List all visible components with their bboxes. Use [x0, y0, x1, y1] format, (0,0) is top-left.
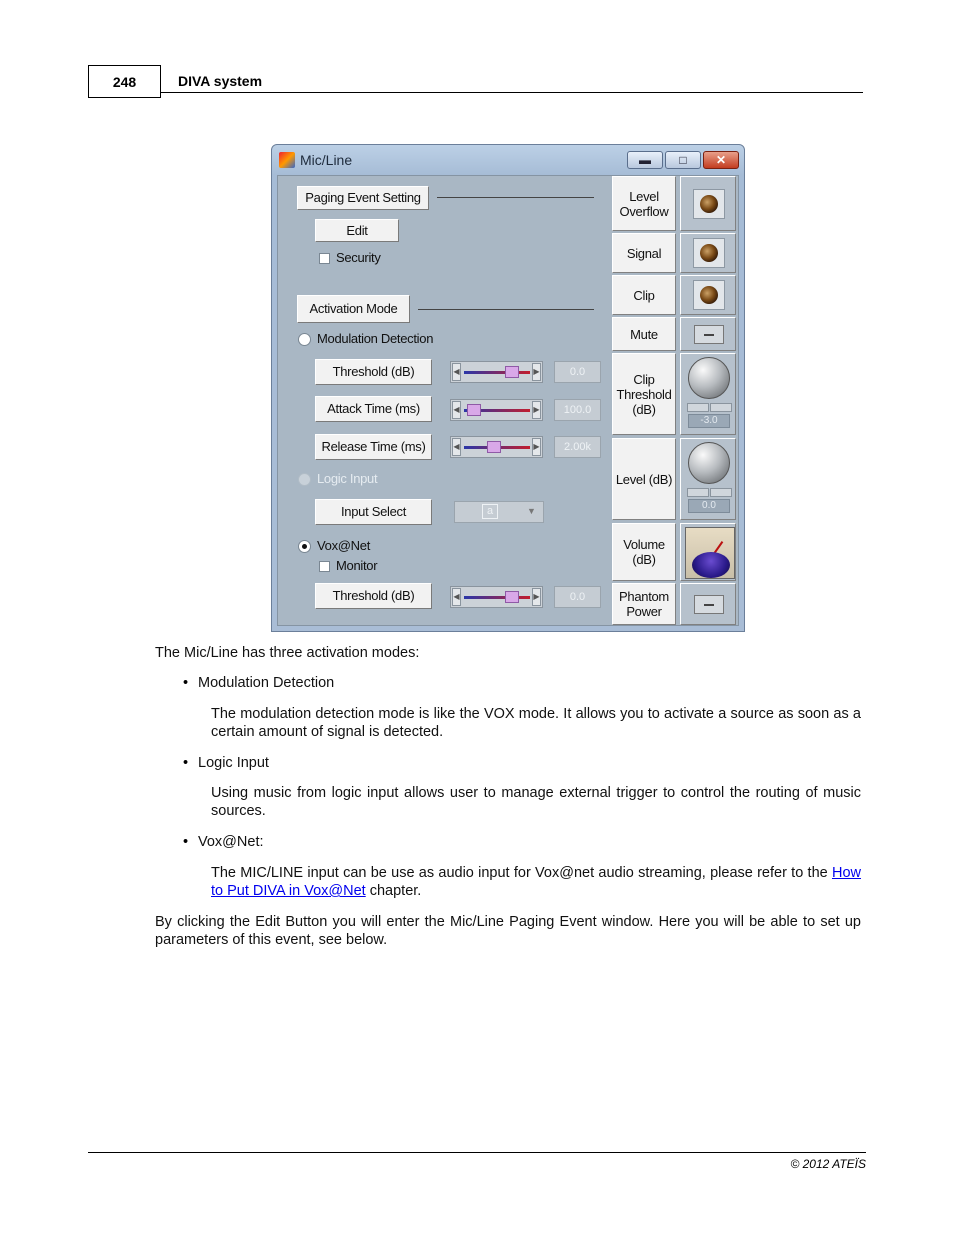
- level-value: 0.0: [688, 499, 730, 513]
- monitor-checkbox[interactable]: [319, 561, 330, 572]
- title-bar[interactable]: [272, 145, 744, 175]
- meter-dial: [692, 552, 730, 578]
- volume-control: [680, 523, 736, 581]
- edit-button[interactable]: Edit: [315, 219, 399, 242]
- slider-track: [464, 371, 530, 374]
- threshold-label: Threshold (dB): [315, 359, 432, 385]
- item-text-before: The MIC/LINE input can be use as audio input for Vox@net audio streaming, please refer to the: [211, 865, 832, 881]
- signal-indicator: [680, 233, 736, 273]
- left-pane: [278, 176, 612, 625]
- attack-time-value: 100.0: [554, 399, 601, 421]
- level-overflow-label: [612, 176, 676, 231]
- item-text: The modulation detection mode is like the VOX mode. It allows you to activate a source as soon as a certain amount of signal is detected.: [211, 706, 861, 740]
- led-well: [693, 280, 725, 310]
- input-select-label: Input Select: [315, 499, 432, 525]
- led-icon: [700, 286, 718, 304]
- intro-text: The Mic/Line has three activation modes:: [155, 645, 420, 661]
- slider-thumb[interactable]: [505, 366, 519, 378]
- slider-left-arrow-icon[interactable]: ◀: [452, 401, 461, 419]
- group-line: [437, 197, 594, 198]
- window-title: Mic/Line: [300, 152, 353, 168]
- led-icon: [700, 244, 718, 262]
- item-text: Using music from logic input allows user to manage external trigger to control the routing of music sources.: [211, 785, 861, 819]
- level-label: Level (dB): [612, 438, 676, 520]
- slider-right-arrow-icon[interactable]: ▶: [532, 363, 541, 381]
- clip-threshold-label: [612, 353, 676, 435]
- minimize-icon: ▬: [639, 153, 651, 167]
- release-time-value: 2.00k: [554, 436, 601, 458]
- phantom-power-toggle[interactable]: [694, 595, 724, 614]
- maximize-icon: □: [679, 153, 687, 167]
- mute-toggle[interactable]: [694, 325, 724, 344]
- release-time-slider[interactable]: [450, 436, 543, 458]
- logic-input-label: Logic Input: [317, 471, 378, 486]
- mic-line-window: [271, 144, 745, 632]
- volume-text: Volume (dB): [623, 537, 665, 567]
- knob-down-icon[interactable]: [687, 488, 709, 497]
- threshold-slider[interactable]: [450, 361, 543, 383]
- slider-left-arrow-icon[interactable]: ◀: [452, 438, 461, 456]
- item-text-after: chapter.: [365, 883, 422, 899]
- input-select-value: a: [482, 504, 498, 519]
- app-icon: [279, 152, 295, 168]
- clip-threshold-control: [680, 353, 736, 435]
- attack-time-label: Attack Time (ms): [315, 396, 432, 422]
- logic-input-radio[interactable]: [298, 473, 311, 486]
- led-well: [693, 189, 725, 219]
- maximize-button[interactable]: [665, 151, 701, 169]
- bullet-icon: •: [183, 834, 189, 850]
- slider-thumb[interactable]: [487, 441, 501, 453]
- led-icon: [700, 195, 718, 213]
- release-time-label: Release Time (ms): [315, 434, 432, 460]
- slider-left-arrow-icon[interactable]: ◀: [452, 363, 461, 381]
- item-title: Vox@Net:: [198, 834, 264, 850]
- clip-threshold-knob[interactable]: [688, 357, 730, 399]
- threshold-value: 0.0: [554, 361, 601, 383]
- clip-indicator: [680, 275, 736, 315]
- knob-down-icon[interactable]: [687, 403, 709, 412]
- bullet-icon: •: [183, 755, 189, 771]
- item-text: [211, 864, 861, 900]
- threshold2-slider[interactable]: [450, 586, 543, 608]
- activation-mode-header: Activation Mode: [297, 295, 410, 323]
- clip-threshold-text: Clip Threshold (dB): [616, 371, 672, 417]
- slider-right-arrow-icon[interactable]: ▶: [532, 588, 541, 606]
- item-title: Modulation Detection: [198, 675, 335, 691]
- close-icon: ✕: [715, 153, 727, 167]
- phantom-power-control: [680, 583, 736, 625]
- modulation-detection-radio[interactable]: [298, 333, 311, 346]
- item-title: Logic Input: [198, 755, 269, 771]
- footer-rule: [88, 1152, 866, 1153]
- phantom-power-text: Phantom Power: [619, 589, 669, 619]
- minimize-button[interactable]: [627, 151, 663, 169]
- closing-text: By clicking the Edit Button you will enter the Mic/Line Paging Event window. Here you will be able to set up parameters of this event, see below.: [155, 914, 861, 948]
- header-rule: [161, 92, 863, 93]
- clip-label: Clip: [612, 275, 676, 315]
- bullet-icon: •: [183, 675, 189, 691]
- header-title: DIVA system: [178, 73, 263, 89]
- modulation-detection-label: Modulation Detection: [317, 331, 434, 346]
- clip-threshold-value: -3.0: [688, 414, 730, 428]
- slider-left-arrow-icon[interactable]: ◀: [452, 588, 461, 606]
- footer-copyright: © 2012 ATEÏS: [790, 1157, 866, 1171]
- slider-thumb[interactable]: [467, 404, 481, 416]
- group-line: [418, 309, 594, 310]
- threshold2-value: 0.0: [554, 586, 601, 608]
- knob-up-icon[interactable]: [710, 403, 732, 412]
- level-overflow-indicator: [680, 176, 736, 231]
- chevron-down-icon: ▼: [527, 506, 536, 516]
- slider-track: [464, 596, 530, 599]
- mute-control: [680, 317, 736, 351]
- monitor-label: Monitor: [336, 558, 378, 573]
- level-knob[interactable]: [688, 442, 730, 484]
- knob-up-icon[interactable]: [710, 488, 732, 497]
- volume-meter-icon[interactable]: [685, 527, 735, 579]
- security-checkbox[interactable]: [319, 253, 330, 264]
- slider-thumb[interactable]: [505, 591, 519, 603]
- threshold2-label: Threshold (dB): [315, 583, 432, 609]
- slider-right-arrow-icon[interactable]: ▶: [532, 438, 541, 456]
- phantom-power-label: [612, 583, 676, 625]
- paging-event-setting-header: Paging Event Setting: [297, 186, 429, 210]
- slider-right-arrow-icon[interactable]: ▶: [532, 401, 541, 419]
- volume-label: [612, 523, 676, 581]
- security-label: Security: [336, 250, 381, 265]
- client-area: [277, 175, 739, 626]
- mute-label: Mute: [612, 317, 676, 351]
- input-select-dropdown[interactable]: [454, 501, 544, 523]
- attack-time-slider[interactable]: [450, 399, 543, 421]
- voxnet-chapter-link[interactable]: How to Put DIVA in Vox@Net: [211, 865, 861, 899]
- level-overflow-text: Level Overflow: [619, 188, 669, 219]
- led-well: [693, 238, 725, 268]
- signal-label: Signal: [612, 233, 676, 273]
- close-button[interactable]: [703, 151, 739, 169]
- page-number: 248: [88, 65, 161, 98]
- level-control: [680, 438, 736, 520]
- voxnet-label: Vox@Net: [317, 538, 371, 553]
- voxnet-radio[interactable]: [298, 540, 311, 553]
- right-pane: [612, 176, 738, 625]
